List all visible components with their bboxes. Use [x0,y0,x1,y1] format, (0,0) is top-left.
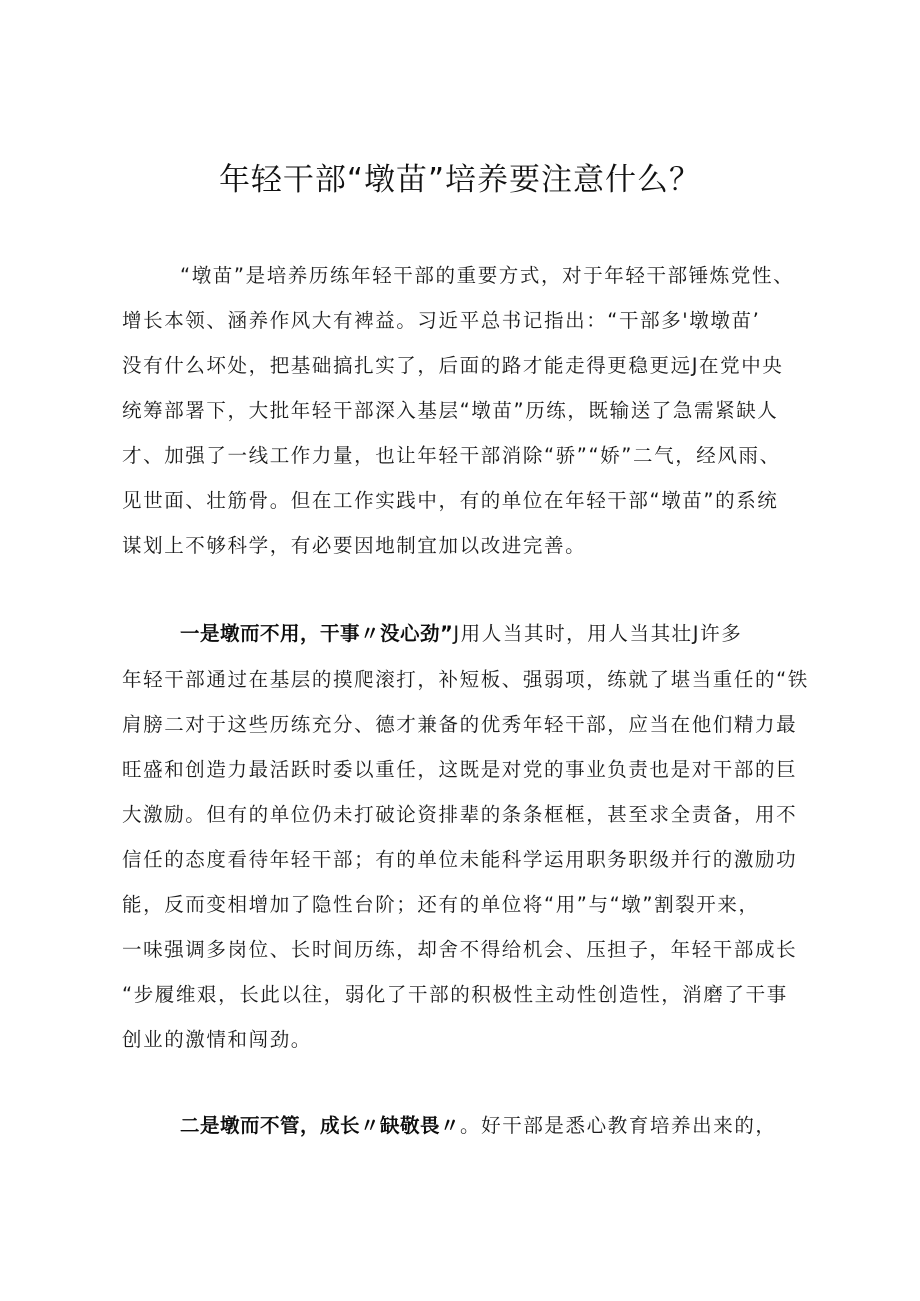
paragraph-line: 增长本领、涵养作风大有裨益。习近平总书记指出：“干部多'墩墩苗’ [122,309,761,332]
paragraph-line: 旺盛和创造力最活跃时委以重任，这既是对党的事业负责也是对干部的巨 [122,758,798,781]
paragraph-heading: 一是墩而不用，干事〃没心劲” [180,622,454,645]
paragraph-line: 信任的态度看待年轻干部；有的单位未能科学运用职务职级并行的激励功 [122,848,798,871]
paragraph-text: 。好干部是悉心教育培养出来的， [460,1114,777,1137]
paragraph-line: 肩膀二对于这些历练充分、德才兼备的优秀年轻干部，应当在他们精力最 [122,713,798,736]
paragraph-line: 没有什么坏处，把基础搞扎实了，后面的路才能走得更稳更远J在党中央 [122,354,784,377]
paragraph-line: “墩苗”是培养历练年轻干部的重要方式，对于年轻干部锤炼党性、 [180,264,795,287]
paragraph-heading: 二是墩而不管，成长〃缺敬畏〃 [180,1114,461,1137]
paragraph-first-line [180,1112,822,1140]
paragraph-line: 见世面、壮筋骨。但在工作实践中，有的单位在年轻干部“墩苗”的系统 [122,489,779,512]
paragraph-line: 一味强调多岗位、长时间历练，却舍不得给机会、压担子，年轻干部成长 [122,938,798,961]
paragraph-line: 能，反而变相增加了隐性台阶；还有的单位将“用”与“墩”割裂开来， [122,893,760,916]
paragraph-line: 年轻干部通过在基层的摸爬滚打，补短板、强弱项，练就了堪当重任的“铁 [122,668,809,691]
paragraph-line: “步履维艰，长此以往，弱化了干部的积极性主动性创造性，消磨了干事 [122,983,788,1006]
paragraph-line: 谋划上不够科学，有必要因地制宜加以改进完善。 [122,534,587,557]
paragraph-first-line [180,620,822,648]
paragraph-line: 大激励。但有的单位仍未打破论资排辈的条条框框，甚至求全责备，用不 [122,803,798,826]
paragraph-text: J用人当其时，用人当其壮J许多 [453,622,743,645]
paragraph-line: 统筹部署下，大批年轻干部深入基层“墩苗”历练，既输送了急需紧缺人 [122,399,779,422]
document-title: 年轻干部“墩苗”培养要注意什么？ [218,162,702,198]
paragraph-line: 才、加强了一线工作力量，也让年轻干部消除“骄”“娇”二气，经风雨、 [122,444,781,467]
paragraph-line: 创业的激情和闯劲。 [122,1028,312,1051]
